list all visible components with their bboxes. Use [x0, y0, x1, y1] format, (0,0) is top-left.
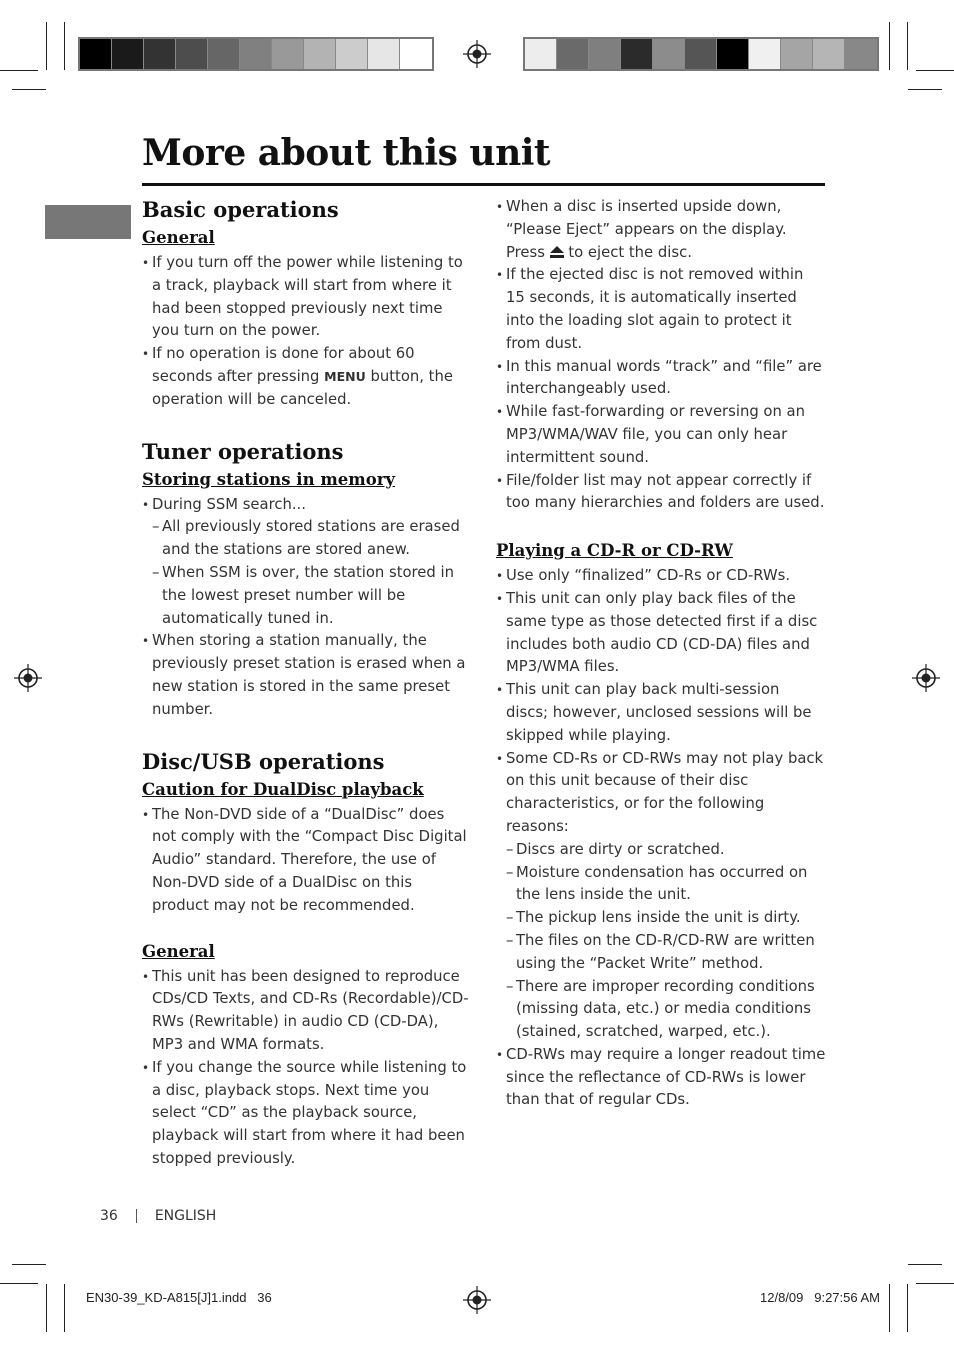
- color-swatch: [304, 39, 336, 69]
- list-item: • This unit can only play back files of the same type as those detected first if a disc includes both audio CD (CD-DA) files and MP3/WMA files.: [496, 588, 826, 679]
- slug-datetime: 12/8/09 9:27:56 AM: [760, 1290, 880, 1305]
- left-column: [142, 196, 472, 1171]
- sub-item: – When SSM is over, the station stored in the lowest preset number will be automatically tuned in.: [152, 562, 472, 630]
- crop-mark: [916, 70, 954, 71]
- crop-mark: [916, 1283, 954, 1284]
- slug-filename: EN30-39_KD-A815[J]1.indd 36: [86, 1290, 272, 1305]
- footer-language: ENGLISH: [154, 1208, 217, 1224]
- page-footer: [100, 1208, 216, 1224]
- color-swatch: [813, 39, 845, 69]
- sub-item: – The files on the CD-R/CD-RW are written using the “Packet Write” method.: [506, 930, 826, 976]
- crop-mark: [0, 1283, 38, 1284]
- list-item: • During SSM search... – All previously stored stations are erased and the stations are stored anew. – When SSM is over, the station stored in the lowest preset number will be automatically tuned in.: [142, 494, 472, 631]
- general-heading: General: [142, 941, 215, 961]
- color-swatch: [336, 39, 368, 69]
- sub-item: – The pickup lens inside the unit is dirty.: [506, 907, 826, 930]
- color-swatch: [176, 39, 208, 69]
- color-swatch: [749, 39, 781, 69]
- crop-mark: [64, 1284, 65, 1332]
- sub-item: – Discs are dirty or scratched.: [506, 839, 826, 862]
- page-title: More about this unit: [142, 132, 551, 174]
- list-item: • In this manual words “track” and “file” are interchangeably used.: [496, 356, 826, 402]
- dualdisc-list: [142, 804, 472, 918]
- ssm-sublist: [152, 516, 472, 630]
- crop-mark: [12, 1264, 46, 1265]
- list-item: • This unit can play back multi-session discs; however, unclosed sessions will be skipped while playing.: [496, 679, 826, 747]
- crop-mark: [908, 89, 942, 90]
- color-swatch: [240, 39, 272, 69]
- list-item: • Some CD-Rs or CD-RWs may not play back on this unit because of their disc characteristics, or for the following reasons: – Discs are dirty or scratched. – Moisture condensation has occurred on the lens inside the unit. – The pickup lens inside the unit is dirty. – The files on the CD-R/CD-RW are written using the “Packet Write” method. – There are improper recording conditions (missing data, etc.) or media conditions (stained, scratched, warped, etc.).: [496, 748, 826, 1044]
- registration-mark-icon: [463, 40, 491, 68]
- crop-mark: [907, 22, 908, 70]
- color-swatch: [208, 39, 240, 69]
- menu-button-label: MENU: [324, 368, 366, 384]
- page-number: 36: [100, 1208, 118, 1224]
- right-column: [496, 196, 826, 1112]
- crop-mark: [889, 1284, 890, 1332]
- storing-stations-heading: Storing stations in memory: [142, 469, 396, 489]
- crop-mark: [907, 1284, 908, 1332]
- sub-item: – All previously stored stations are erased and the stations are stored anew.: [152, 516, 472, 562]
- title-rule: [142, 183, 825, 186]
- list-item: • While fast-forwarding or reversing on an MP3/WMA/WAV file, you can only hear intermittent sound.: [496, 401, 826, 469]
- dualdisc-caution-heading: Caution for DualDisc playback: [142, 779, 424, 799]
- crop-mark: [12, 89, 46, 90]
- list-item: • File/folder list may not appear correctly if too many hierarchies and folders are used.: [496, 470, 826, 516]
- list-item: • The Non-DVD side of a “DualDisc” does not comply with the “Compact Disc Digital Audio” standard. Therefore, the use of Non-DVD side of a DualDisc on this product may not be recommended.: [142, 804, 472, 918]
- list-item: • When a disc is inserted upside down, “Please Eject” appears on the display. Press to eject the disc.: [496, 196, 826, 264]
- color-swatch: [272, 39, 304, 69]
- color-swatch: [621, 39, 653, 69]
- list-item: • If you turn off the power while listening to a track, playback will start from where it had been stopped previously next time you turn on the power.: [142, 252, 472, 343]
- cdr-list: [496, 565, 826, 1112]
- color-swatch: [781, 39, 813, 69]
- color-swatch: [557, 39, 589, 69]
- cdr-cdrw-heading: Playing a CD-R or CD-RW: [496, 541, 733, 561]
- general-heading: General: [142, 228, 215, 247]
- basic-operations-list: [142, 252, 472, 412]
- registration-mark-icon: [14, 664, 42, 692]
- crop-mark: [889, 22, 890, 70]
- color-swatch: [144, 39, 176, 69]
- color-swatch: [717, 39, 749, 69]
- color-swatch: [589, 39, 621, 69]
- reasons-sublist: [506, 839, 826, 1044]
- color-bar-right: [523, 37, 879, 71]
- list-item: • If no operation is done for about 60 seconds after pressing MENU button, the operation will be canceled.: [142, 343, 472, 411]
- color-swatch: [685, 39, 717, 69]
- disc-usb-operations-heading: Disc/USB operations: [142, 748, 385, 774]
- registration-mark-icon: [912, 664, 940, 692]
- list-item: • CD-RWs may require a longer readout time since the reflectance of CD-RWs is lower than that of regular CDs.: [496, 1044, 826, 1112]
- crop-mark: [0, 70, 38, 71]
- crop-mark: [46, 22, 47, 70]
- list-item: • If you change the source while listening to a disc, playback stops. Next time you select “CD” as the playback source, playback will start from where it had been stopped previously.: [142, 1057, 472, 1171]
- crop-mark: [64, 22, 65, 70]
- color-swatch: [368, 39, 400, 69]
- list-item: • Use only “finalized” CD-Rs or CD-RWs.: [496, 565, 826, 588]
- tuner-operations-list: [142, 494, 472, 722]
- registration-mark-icon: [463, 1286, 491, 1314]
- list-item: • When storing a station manually, the previously preset station is erased when a new station is stored in the same preset number.: [142, 630, 472, 721]
- basic-operations-heading: Basic operations: [142, 197, 339, 222]
- crop-mark: [908, 1264, 942, 1265]
- section-tab: [45, 205, 131, 239]
- tuner-operations-heading: Tuner operations: [142, 438, 344, 464]
- eject-icon: [550, 246, 564, 258]
- color-swatch: [80, 39, 112, 69]
- color-swatch: [112, 39, 144, 69]
- list-item: • This unit has been designed to reproduce CDs/CD Texts, and CD-Rs (Recordable)/CD-RWs (Rewritable) in audio CD (CD-DA), MP3 and WMA formats.: [142, 966, 472, 1057]
- disc-general-list: [142, 966, 472, 1171]
- list-item: • If the ejected disc is not removed within 15 seconds, it is automatically inserted into the loading slot again to protect it from dust.: [496, 264, 826, 355]
- color-swatch: [525, 39, 557, 69]
- disc-notes-list: [496, 196, 826, 515]
- color-bar-left: [78, 37, 434, 71]
- crop-mark: [46, 1284, 47, 1332]
- color-swatch: [400, 39, 432, 69]
- color-swatch: [845, 39, 877, 69]
- footer-divider: [136, 1209, 137, 1223]
- sub-item: – There are improper recording conditions (missing data, etc.) or media conditions (stained, scratched, warped, etc.).: [506, 976, 826, 1044]
- color-swatch: [653, 39, 685, 69]
- sub-item: – Moisture condensation has occurred on the lens inside the unit.: [506, 862, 826, 908]
